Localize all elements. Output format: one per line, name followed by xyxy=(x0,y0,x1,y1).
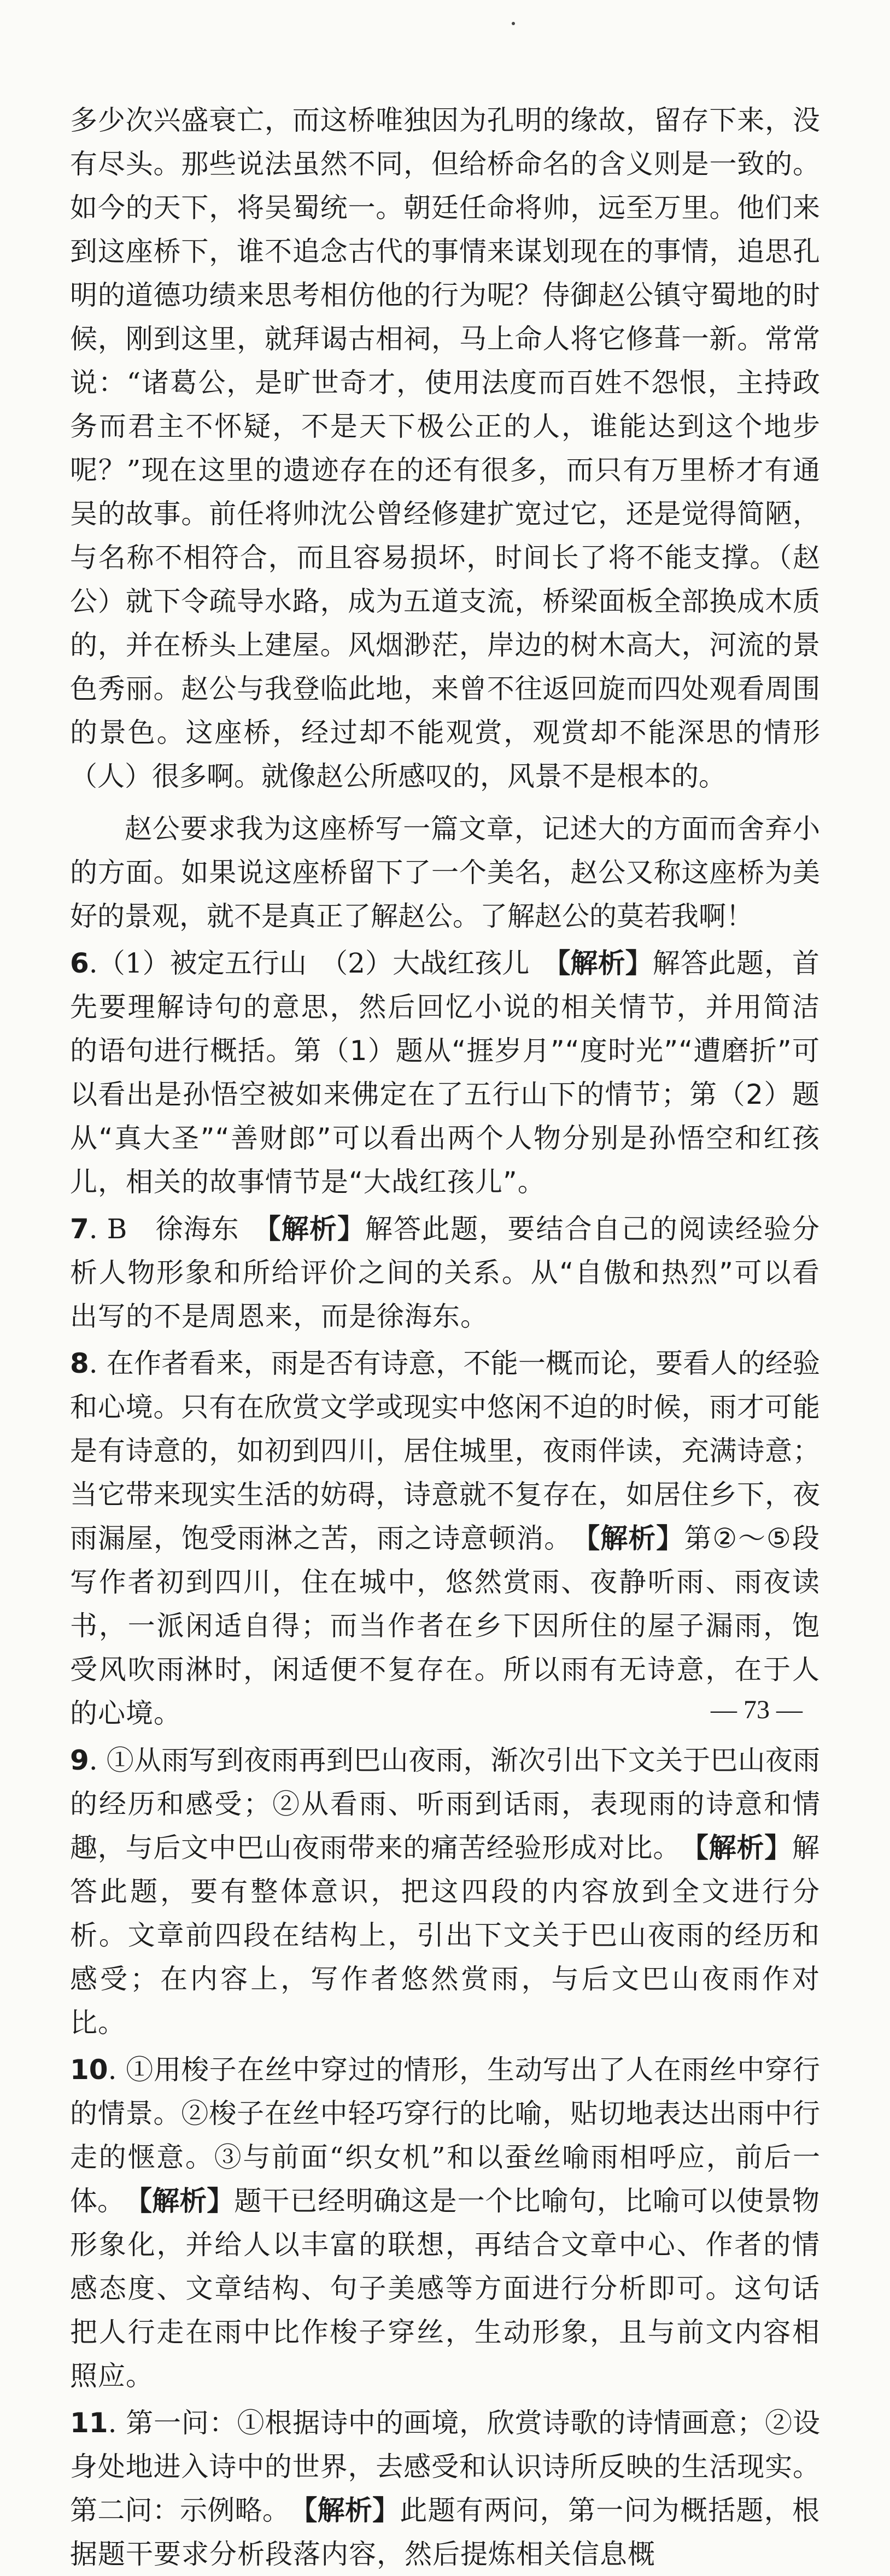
answer-text: .（1）被定五行山 （2）大战红孩儿 xyxy=(89,947,557,979)
print-mark xyxy=(512,22,515,25)
analysis-text: 此题有两问，第一问为概括题，根据题干要求分析段落内容，然后提炼相关信息概 xyxy=(70,2495,821,2570)
answer-text: . ①从雨写到夜雨再到巴山夜雨，渐次引出下文关于巴山夜雨的经历和感受；②从看雨、听雨到话雨，表现雨的诗意和情趣，与后文中巴山夜雨带来的痛苦经验形成对比。 xyxy=(70,1744,820,1864)
answer-item-7 xyxy=(70,1207,820,1338)
answer-number: 9 xyxy=(70,1744,89,1776)
translation-paragraph-1: 多少次兴盛衰亡，而这桥唯独因为孔明的缘故，留存下来，没有尽头。那些说法虽然不同，但给桥命名的含义则是一致的。如今的天下，将吴蜀统一。朝廷任命将帅，远至万里。他们来到这座桥下，谁不追念古代的事情来谋划现在的事情，追思孔明的道德功绩来思考相仿他的行为呢？侍御赵公镇守蜀地的时候，刚到这里，就拜谒古相祠，马上命人将它修葺一新。常常说：“诸葛公，是旷世奇才，使用法度而百姓不怨恨，主持政务而君主不怀疑，不是天下极公正的人，谁能达到这个地步呢？”现在这里的遗迹存在的还有很多，而只有万里桥才有通吴的故事。前任将帅沈公曾经修建扩宽过它，还是觉得简陋，与名称不相符合，而且容易损坏，时间长了将不能支撑。（赵公）就下令疏导水路，成为五道支流，桥梁面板全部换成木质的，并在桥头上建屋。风烟渺茫，岸边的树木高大，河流的景色秀丽。赵公与我登临此地，来曾不往返回旋而四处观看周围的景色。这座桥，经过却不能观赏，观赏却不能深思的情形（人）很多啊。就像赵公所感叹的，风景不是根本的。 xyxy=(70,104,820,792)
answer-text: . ①用梭子在丝中穿过的情形，生动写出了人在雨丝中穿行的情景。②梭子在丝中轻巧穿行的比喻，贴切地表达出雨中行走的惬意。③与前面“织女机”和以蚕丝喻雨相呼应，前后一体。 xyxy=(70,2054,820,2217)
analysis-label: 【解析】 xyxy=(303,2495,400,2526)
analysis-label: 【解析】 xyxy=(138,2185,235,2217)
analysis-text: 题干已经明确这是一个比喻句，比喻可以使景物形象化，并给人以丰富的联想，再结合文章中心、作者的情感态度、文章结构、句子美感等方面进行分析即可。这句话把人行走在雨中比作梭子穿丝，生动形象，且与前文内容相照应。 xyxy=(70,2185,821,2392)
page-number: — 73 — xyxy=(711,1695,803,1724)
analysis-label: 【解析】 xyxy=(694,1832,793,1864)
answer-number: 7 xyxy=(70,1213,89,1245)
answer-item-9 xyxy=(70,1738,820,2045)
answer-item-11 xyxy=(70,2401,820,2576)
analysis-text: 解答此题，要结合自己的阅读经验分析人物形象和所给评价之间的关系。从“自傲和热烈”可以看出写的不是周恩来，而是徐海东。 xyxy=(70,1213,821,1332)
answer-text: . B 徐海东 xyxy=(89,1213,267,1245)
analysis-text: 解答此题，首先要理解诗句的意思，然后回忆小说的相关情节，并用简洁的语句进行概括。第（1）题从“捱岁月”“度时光”“遭磨折”可以看出是孙悟空被如来佛定在了五行山下的情节；第（2）题从“真大圣”“善财郎”可以看出两个人物分别是孙悟空和红孩儿，相关的故事情节是“大战红孩儿”。 xyxy=(70,947,821,1198)
answer-text: . 在作者看来，雨是否有诗意，不能一概而论，要看人的经验和心境。只有在欣赏文学或现实中悠闲不迫的时候，雨才可能是有诗意的，如初到四川，居住城里，夜雨伴读，充满诗意；当它带来现实生活的妨碍，诗意就不复存在，如居住乡下，夜雨漏屋，饱受雨淋之苦，雨之诗意顿消。 xyxy=(70,1348,820,1554)
answer-number: 6 xyxy=(70,947,89,979)
answer-number: 10 xyxy=(70,2054,108,2086)
analysis-label: 【解析】 xyxy=(557,947,653,979)
answer-text: . 第一问：①根据诗中的画境，欣赏诗歌的诗情画意；②设身处地进入诗中的世界，去感受和认识诗所反映的生活现实。第二问：示例略。 xyxy=(70,2407,820,2526)
answer-item-8 xyxy=(70,1342,820,1735)
analysis-label: 【解析】 xyxy=(586,1523,684,1554)
answer-page xyxy=(70,98,820,2576)
analysis-text: 解答此题，要有整体意识，把这四段的内容放到全文进行分析。文章前四段在结构上，引出下文关于巴山夜雨的经历和感受；在内容上，写作者悠然赏雨，与后文巴山夜雨作对比。 xyxy=(70,1832,821,2039)
answer-number: 11 xyxy=(70,2407,108,2439)
answer-item-10 xyxy=(70,2048,820,2398)
analysis-label: 【解析】 xyxy=(267,1213,366,1245)
analysis-text: 第②～⑤段写作者初到四川，住在城中，悠然赏雨、夜静听雨、雨夜读书，一派闲适自得；而当作者在乡下因所住的屋子漏雨，饱受风吹雨淋时，闲适便不复存在。所以雨有无诗意，在于人的心境。 xyxy=(70,1523,821,1729)
translation-paragraph-2: 赵公要求我为这座桥写一篇文章，记述大的方面而舍弃小的方面。如果说这座桥留下了一个美名，赵公又称这座桥为美好的景观，就不是真正了解赵公。了解赵公的莫若我啊！ xyxy=(70,813,820,932)
answer-item-6 xyxy=(70,941,820,1204)
answer-number: 8 xyxy=(70,1348,89,1379)
